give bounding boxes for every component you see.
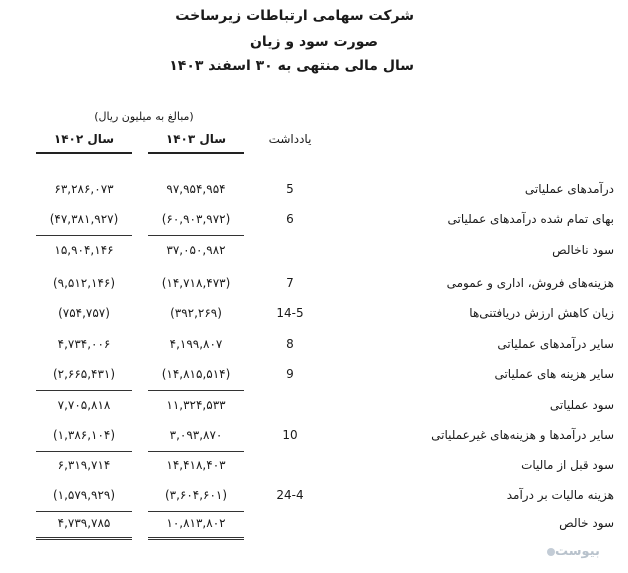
column-header-1403: سال ۱۴۰۳ bbox=[165, 132, 227, 146]
column-header-1402: سال ۱۴۰۲ bbox=[53, 132, 115, 146]
logo-dot-icon bbox=[547, 548, 555, 556]
value-1403: ۹۷,۹۵۴,۹۵۴ bbox=[166, 182, 226, 196]
line-item-label: هزینه مالیات بر درآمد bbox=[506, 488, 614, 502]
value-1403: (۱۴,۷۱۸,۴۷۳) bbox=[161, 276, 231, 290]
value-1403: (۱۴,۸۱۵,۵۱۴) bbox=[161, 367, 231, 381]
value-1403: ۴,۱۹۹,۸۰۷ bbox=[169, 337, 223, 351]
watermark-text: بیوست bbox=[555, 544, 600, 559]
table-row bbox=[0, 212, 628, 232]
value-1403: ۱۴,۴۱۸,۴۰۳ bbox=[166, 458, 226, 472]
subtotal-rule bbox=[148, 451, 244, 452]
value-1403: (۳۹۲,۲۶۹) bbox=[170, 306, 222, 320]
line-item-label: سایر درآمدهای عملیاتی bbox=[497, 337, 614, 351]
value-1402: ۷,۷۰۵,۸۱۸ bbox=[57, 398, 111, 412]
note-ref: 10 bbox=[282, 428, 298, 442]
company-name: شرکت سهامی ارتباطات زیرساخت bbox=[175, 8, 414, 24]
line-item-label: سایر درآمدها و هزینه‌های غیرعملیاتی bbox=[431, 428, 614, 442]
line-item-label: سود قبل از مالیات bbox=[521, 458, 614, 472]
table-row bbox=[0, 243, 628, 263]
subtotal-rule bbox=[148, 390, 244, 391]
line-item-label: سود خالص bbox=[559, 516, 614, 530]
table-row bbox=[0, 428, 628, 448]
value-1403: (۶۰,۹۰۳,۹۷۲) bbox=[161, 212, 231, 226]
header-underline-1402 bbox=[36, 152, 132, 154]
line-item-label: هزینه‌های فروش، اداری و عمومی bbox=[446, 276, 614, 290]
value-1403: ۱۱,۳۲۴,۵۳۳ bbox=[166, 398, 226, 412]
total-double-rule bbox=[36, 537, 132, 540]
value-1402: ۴,۷۳۴,۰۰۶ bbox=[57, 337, 111, 351]
value-1403: (۳,۶۰۴,۶۰۱) bbox=[164, 488, 228, 502]
subtotal-rule bbox=[36, 451, 132, 452]
value-1402: ۶۳,۲۸۶,۰۷۳ bbox=[54, 182, 114, 196]
note-ref: 6 bbox=[286, 212, 294, 226]
value-1402: ۱۵,۹۰۴,۱۴۶ bbox=[54, 243, 114, 257]
value-1402: (۹,۵۱۲,۱۴۶) bbox=[52, 276, 116, 290]
value-1402: (۱,۳۸۶,۱۰۴) bbox=[52, 428, 116, 442]
value-1402: ۴,۷۳۹,۷۸۵ bbox=[57, 516, 111, 530]
table-row bbox=[0, 306, 628, 326]
subtotal-rule bbox=[148, 511, 244, 512]
statement-title: صورت سود و زیان bbox=[249, 34, 378, 50]
value-1403: ۱۰,۸۱۳,۸۰۲ bbox=[166, 516, 226, 530]
column-header-note: یادداشت bbox=[268, 132, 312, 146]
table-row bbox=[0, 516, 628, 536]
watermark-logo bbox=[544, 544, 600, 559]
table-row bbox=[0, 276, 628, 296]
value-1402: (۱,۵۷۹,۹۲۹) bbox=[52, 488, 116, 502]
total-double-rule bbox=[148, 537, 244, 540]
note-ref: 14-5 bbox=[276, 306, 304, 320]
table-row bbox=[0, 182, 628, 202]
line-item-label: سود عملیاتی bbox=[549, 398, 614, 412]
value-1402: (۷۵۴,۷۵۷) bbox=[58, 306, 110, 320]
fiscal-period: سال مالی منتهی به ۳۰ اسفند ۱۴۰۳ bbox=[169, 58, 414, 74]
subtotal-rule bbox=[36, 390, 132, 391]
note-ref: 8 bbox=[286, 337, 294, 351]
unit-note: (مبالغ به میلیون ریال) bbox=[94, 110, 194, 123]
line-item-label: بهای تمام شده درآمدهای عملیاتی bbox=[447, 212, 614, 226]
subtotal-rule bbox=[36, 511, 132, 512]
note-ref: 7 bbox=[286, 276, 294, 290]
note-ref: 9 bbox=[286, 367, 294, 381]
line-item-label: زیان کاهش ارزش دریافتنی‌ها bbox=[469, 306, 614, 320]
table-row bbox=[0, 488, 628, 508]
line-item-label: سایر هزینه های عملیاتی bbox=[494, 367, 614, 381]
value-1402: (۴۷,۳۸۱,۹۲۷) bbox=[49, 212, 119, 226]
subtotal-rule bbox=[36, 235, 132, 236]
table-row bbox=[0, 337, 628, 357]
subtotal-rule bbox=[148, 235, 244, 236]
value-1403: ۳۷,۰۵۰,۹۸۲ bbox=[166, 243, 226, 257]
table-row bbox=[0, 398, 628, 418]
value-1402: (۲,۶۶۵,۴۳۱) bbox=[52, 367, 116, 381]
line-item-label: درآمدهای عملیاتی bbox=[524, 182, 614, 196]
table-row bbox=[0, 458, 628, 478]
value-1403: ۳,۰۹۳,۸۷۰ bbox=[169, 428, 223, 442]
value-1402: ۶,۳۱۹,۷۱۴ bbox=[57, 458, 111, 472]
note-ref: 24-4 bbox=[276, 488, 304, 502]
note-ref: 5 bbox=[286, 182, 294, 196]
table-row bbox=[0, 367, 628, 387]
header-underline-1403 bbox=[148, 152, 244, 154]
line-item-label: سود ناخالص bbox=[552, 243, 614, 257]
